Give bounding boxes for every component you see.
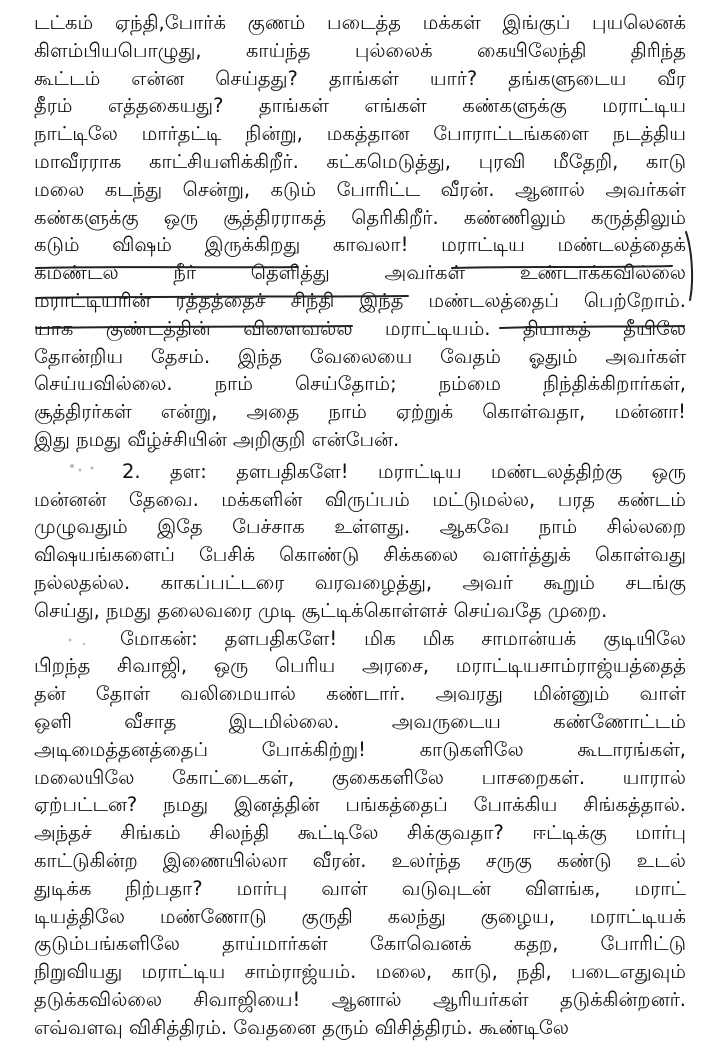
text-line: அடிமைத்தனத்தைப் போக்கிற்று! காடுகளிலே கூடாரங்கள், bbox=[34, 737, 686, 761]
text-line: யாக குண்டத்தின் விளைவல்ல மராட்டியம். தியாகத் தீயிலே bbox=[34, 316, 686, 340]
speck bbox=[91, 467, 94, 470]
text-line: சூத்திரர்கள் என்று, அதை நாம் ஏற்றுக் கொள்வதா, மன்னா! bbox=[34, 400, 686, 424]
text-line: தோன்றிய தேசம். இந்த வேலையை வேதம் ஓதும் அவர்கள் bbox=[34, 344, 686, 368]
text-line: மராட்டியரின் ரத்தத்தைச் சிந்தி இந்த மண்டலத்தைப் பெற்றோம். bbox=[34, 289, 686, 312]
text-line: தடுக்கவில்லை சிவாஜியை! ஆனால் ஆரியர்கள் தடுக்கின்றனர். bbox=[34, 988, 686, 1011]
text-line: கிளம்பியபொழுது, காய்ந்த புல்லைக் கையிலேந்தி திரிந்த bbox=[34, 38, 686, 62]
text-line: மாவீரராக காட்சியளிக்கிறீர். கட்கமெடுத்து, புரவி மீதேறி, காடு bbox=[34, 150, 686, 173]
text-line: டியத்திலே மண்ணோடு குருதி கலந்து குழைய, மராட்டியக் bbox=[34, 904, 686, 928]
margin-bracket bbox=[686, 232, 692, 300]
text-line: அந்தச் சிங்கம் சிலந்தி கூட்டிலே சிக்குவதா? ஈட்டிக்கு மார்பு bbox=[34, 821, 686, 845]
speck bbox=[79, 469, 82, 472]
text-line: இது நமது வீழ்ச்சியின் அறிகுறி என்பேன். bbox=[34, 428, 400, 451]
text-line: நாட்டிலே மார்தட்டி நின்று, மகத்தான போராட்டங்களை நடத்திய bbox=[34, 122, 686, 146]
text-line: கடும் விஷம் இருக்கிறது காவலா! மராட்டிய மண்டலத்தைக் bbox=[34, 233, 686, 257]
text-line: நல்லதல்ல. காகப்பட்டரை வரவழைத்து, அவர் கூறும் சடங்கு bbox=[34, 571, 686, 594]
text-line: ஏற்பட்டன? நமது இனத்தின் பங்கத்தைப் போக்கிய சிங்கத்தால். bbox=[34, 793, 686, 817]
text-line: நிறுவியது மராட்டிய சாம்ராஜ்யம். மலை, காடு, நதி, படைஎதுவும் bbox=[34, 960, 686, 984]
text-line: ஒளி வீசாத இடமில்லை. அவருடைய கண்ணோட்டம் bbox=[34, 710, 686, 733]
text-line: பிறந்த சிவாஜி, ஒரு பெரிய அரசை, மராட்டியசாம்ராஜ்யத்தைத் bbox=[34, 654, 686, 678]
text-line: காட்டுகின்ற இணையில்லா வீரன். உலர்ந்த சருகு கண்டு உடல் bbox=[34, 849, 686, 872]
text-line: மலையிலே கோட்டைகள், குகைகளிலே பாசறைகள். யாரால் bbox=[34, 765, 686, 789]
text-line: தன் தோள் வலிமையால் கண்டார். அவரது மின்னும் வாள் bbox=[34, 682, 686, 706]
text-line: எவ்வளவு விசித்திரம். வேதனை தரும் விசித்திரம். கூண்டிலே bbox=[34, 1015, 569, 1039]
speck bbox=[70, 464, 74, 468]
text-line: கூட்டம் என்ன செய்தது? தாங்கள் யார்? தங்களுடைய வீர bbox=[34, 66, 686, 90]
text-line: விஷயங்களைப் பேசிக் கொண்டு சிக்கலை வளர்த்துக் கொள்வது bbox=[34, 543, 686, 567]
text-line: செய்து, நமது தலைவரை முடி சூட்டிக்கொள்ளச் செய்வதே முறை. bbox=[34, 598, 608, 622]
text-line: தீரம் எத்தகையது? தாங்கள் எங்கள் கண்களுக்கு மராட்டிய bbox=[34, 94, 686, 118]
text-line: 2. தள: தளபதிகளே! மராட்டிய மண்டலத்திற்கு ஒரு bbox=[122, 459, 686, 483]
text-line: டட்கம் ஏந்தி,போர்க் குணம் படைத்த மக்கள் இங்குப் புயலெனக் bbox=[34, 11, 686, 34]
text-line: கமண்டல நீர் தெளித்து அவர்கள் உண்டாக்கவில்லை bbox=[34, 261, 686, 285]
text-line: மலை கடந்து சென்று, கடும் போரிட்ட வீரன். ஆனால் அவர்கள் bbox=[34, 177, 686, 201]
text-line: குடும்பங்களிலே தாய்மார்கள் கோவெனக் கதற, போரிட்டு bbox=[34, 932, 686, 956]
text-line: மன்னன் தேவை. மக்களின் விருப்பம் மட்டுமல்ல, பரத கண்டம் bbox=[34, 487, 686, 511]
text-line: முழுவதும் இதே பேச்சாக உள்ளது. ஆகவே நாம் சில்லறை bbox=[34, 515, 686, 539]
text-line: துடிக்க நிற்பதா? மார்பு வாள் வடுவுடன் விளங்க, மராட் bbox=[34, 876, 686, 900]
text-line: மோகன்: தளபதிகளே! மிக மிக சாமான்யக் குடியிலே bbox=[120, 626, 686, 650]
speck bbox=[69, 639, 72, 642]
text-line: செய்யவில்லை. நாம் செய்தோம்; நம்மை நிந்திக்கிறார்கள், bbox=[34, 372, 686, 396]
speck bbox=[83, 643, 85, 645]
text-line: கண்களுக்கு ஒரு சூத்திரராகத் தெரிகிறீர். கண்ணிலும் கருத்திலும் bbox=[34, 205, 686, 229]
